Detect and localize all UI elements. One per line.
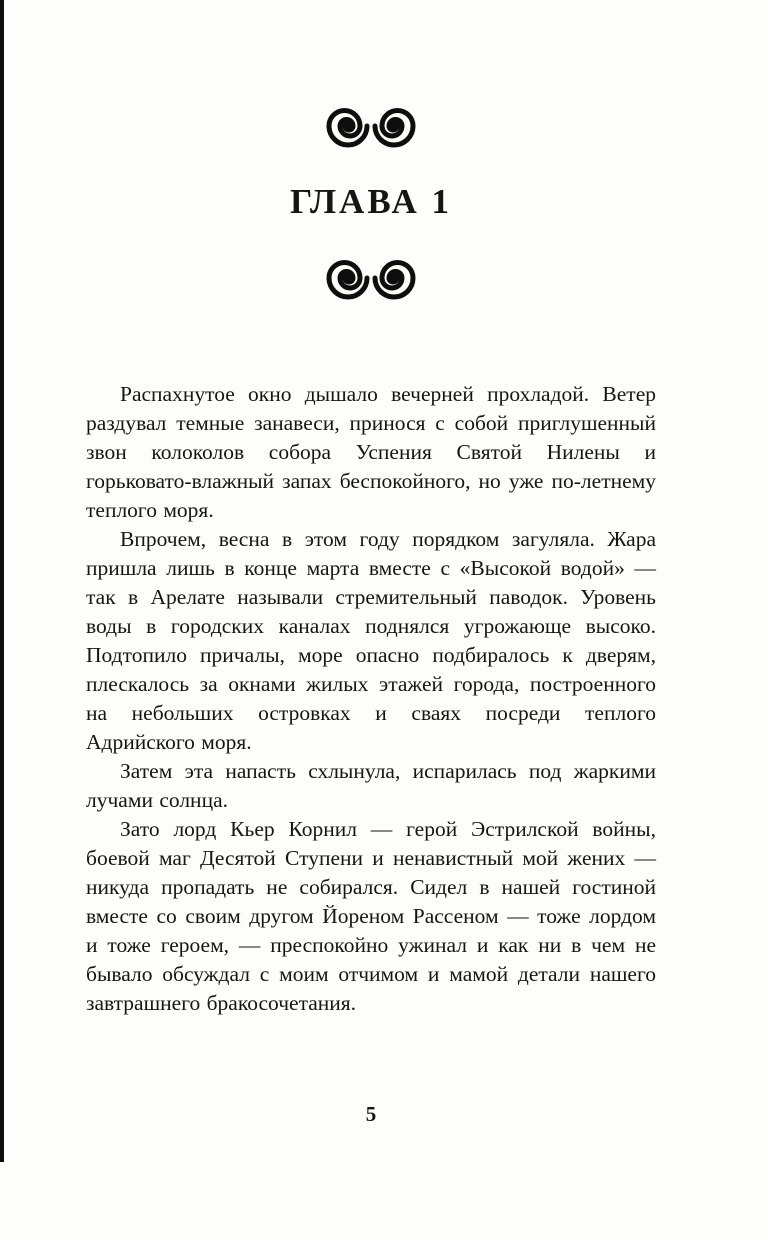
body-paragraph: Впрочем, весна в этом году порядком загуляла. Жара пришла лишь в конце марта вместе с «Высокой водой» — так в Арелате называли стремительный паводок. Уровень воды в городских каналах поднялся угрожающе высоко. Подтопило причалы, море опасно подбиралось к дверям, плескалось за окнами жилых этажей города, построенного на небольших островках и сваях посреди теплого Адрийского моря. [86, 527, 656, 754]
page-number: 5 [365, 1102, 377, 1126]
chapter-ornament-bottom [86, 256, 656, 300]
body-paragraph: Распахнутое окно дышало вечерней прохладой. Ветер раздувал темные занавеси, принося с собой приглушенный звон колоколов собора Успения Святой Нилены и горьковато-влажный запах беспокойного, но уже по-летнему теплого моря. [86, 382, 656, 522]
double-spiral-icon [323, 104, 419, 148]
scan-edge-artifact [0, 0, 4, 1162]
book-page [86, 0, 656, 1018]
double-spiral-icon [323, 256, 419, 300]
chapter-ornament-top [86, 104, 656, 148]
body-paragraph: Зато лорд Кьер Корнил — герой Эстрилской войны, боевой маг Десятой Ступени и ненавистный мой жених — никуда пропадать не собирался. Сидел в нашей гостиной вместе со своим другом Йореном Рассеном — тоже лордом и тоже героем, — преспокойно ужинал и как ни в чем не бывало обсуждал с моим отчимом и мамой детали нашего завтрашнего бракосочетания. [86, 817, 656, 1015]
chapter-body [86, 380, 656, 1018]
body-paragraph: Затем эта напасть схлынула, испарилась под жаркими лучами солнца. [86, 759, 656, 812]
chapter-title: ГЛАВА 1 [289, 182, 452, 221]
